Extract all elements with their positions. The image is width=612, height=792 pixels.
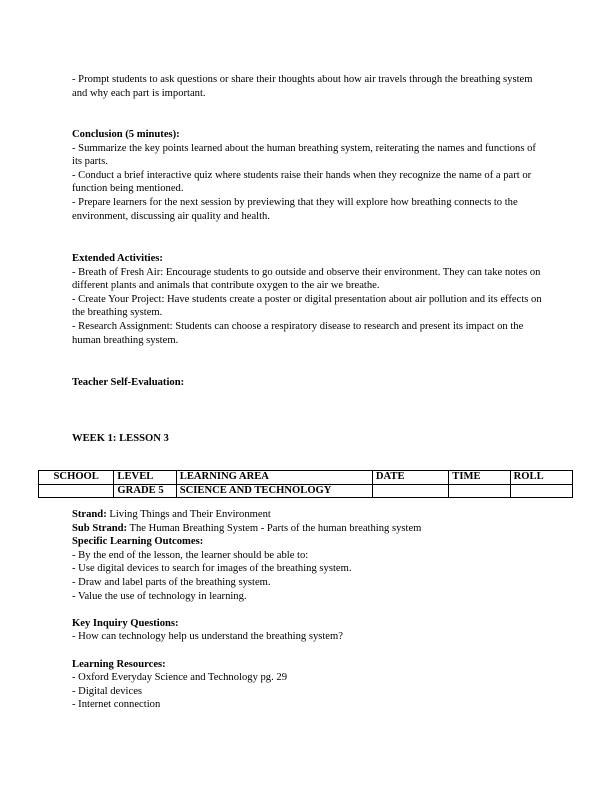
table-cell (39, 484, 114, 498)
resource-item: - Internet connection (72, 699, 161, 711)
table-header-cell: DATE (372, 471, 448, 485)
conclusion-heading: Conclusion (5 minutes): (72, 129, 180, 140)
intro-line: - Prompt students to ask questions or share their thoughts about how air travels through the breathing system and why each part is important. (72, 74, 533, 99)
table-cell: SCIENCE AND TECHNOLOGY (176, 484, 372, 498)
table-header-cell: SCHOOL (39, 471, 114, 485)
strand-line (72, 508, 542, 522)
table-cell (449, 484, 510, 498)
lesson-details-section (72, 508, 542, 712)
spacer (72, 644, 542, 658)
outcomes-heading: Specific Learning Outcomes: (72, 536, 204, 548)
table-header-cell: ROLL (510, 471, 572, 485)
table-header-cell: LEVEL (114, 471, 176, 485)
table-header-cell: LEARNING AREA (176, 471, 372, 485)
outcome-item: - Draw and label parts of the breathing system. (72, 576, 271, 588)
table-cell: GRADE 5 (114, 484, 176, 498)
strand-value: Living Things and Their Environment (106, 509, 271, 520)
extended-line: - Breath of Fresh Air: Encourage students to go outside and observe their environment. They can take notes on different plants and animals that contribute oxygen to the air we breathe. (72, 266, 541, 292)
extended-heading: Extended Activities: (72, 253, 163, 264)
outcome-item: - By the end of the lesson, the learner should be able to: (72, 549, 309, 561)
inquiry-heading: Key Inquiry Questions: (72, 617, 179, 629)
week-title: WEEK 1: LESSON 3 (72, 433, 169, 444)
table-cell (510, 484, 572, 498)
substrand-line (72, 522, 542, 536)
strand-label: Strand: (72, 509, 107, 520)
conclusion-line: - Prepare learners for the next session by previewing that they will explore how breathing connects to the environment, discussing air quality and health. (72, 196, 518, 222)
substrand-value: The Human Breathing System - Parts of the human breathing system (127, 522, 422, 534)
table-header-cell: TIME (449, 471, 510, 485)
outcome-item: - Use digital devices to search for images of the breathing system. (72, 563, 352, 575)
substrand-label: Sub Strand: (72, 522, 128, 534)
table-row (39, 484, 573, 498)
conclusion-line: - Summarize the key points learned about the human breathing system, reiterating the names and functions of its parts. (72, 142, 536, 168)
table-header-row (39, 471, 573, 485)
resource-item: - Oxford Everyday Science and Technology pg. 29 (72, 672, 287, 684)
resources-heading: Learning Resources: (72, 658, 166, 670)
spacer (72, 603, 542, 617)
inquiry-item: - How can technology help us understand the breathing system? (72, 631, 343, 643)
intro-section (72, 73, 542, 100)
conclusion-section (72, 128, 542, 223)
self-evaluation-heading: Teacher Self-Evaluation: (72, 377, 185, 388)
table-cell (372, 484, 448, 498)
extended-line: - Create Your Project: Have students create a poster or digital presentation about air pollution and its effects on the breathing system. (72, 293, 542, 319)
outcome-item: - Value the use of technology in learning. (72, 590, 247, 602)
extended-line: - Research Assignment: Students can choose a respiratory disease to research and present its impact on the human breathing system. (72, 320, 524, 346)
resource-item: - Digital devices (72, 685, 143, 697)
conclusion-line: - Conduct a brief interactive quiz where students raise their hands when they recognize the name of a part or function being mentioned. (72, 169, 532, 195)
week-section (72, 432, 542, 446)
lesson-info-table (38, 470, 573, 498)
self-evaluation-section (72, 376, 542, 390)
extended-activities-section (72, 252, 542, 347)
